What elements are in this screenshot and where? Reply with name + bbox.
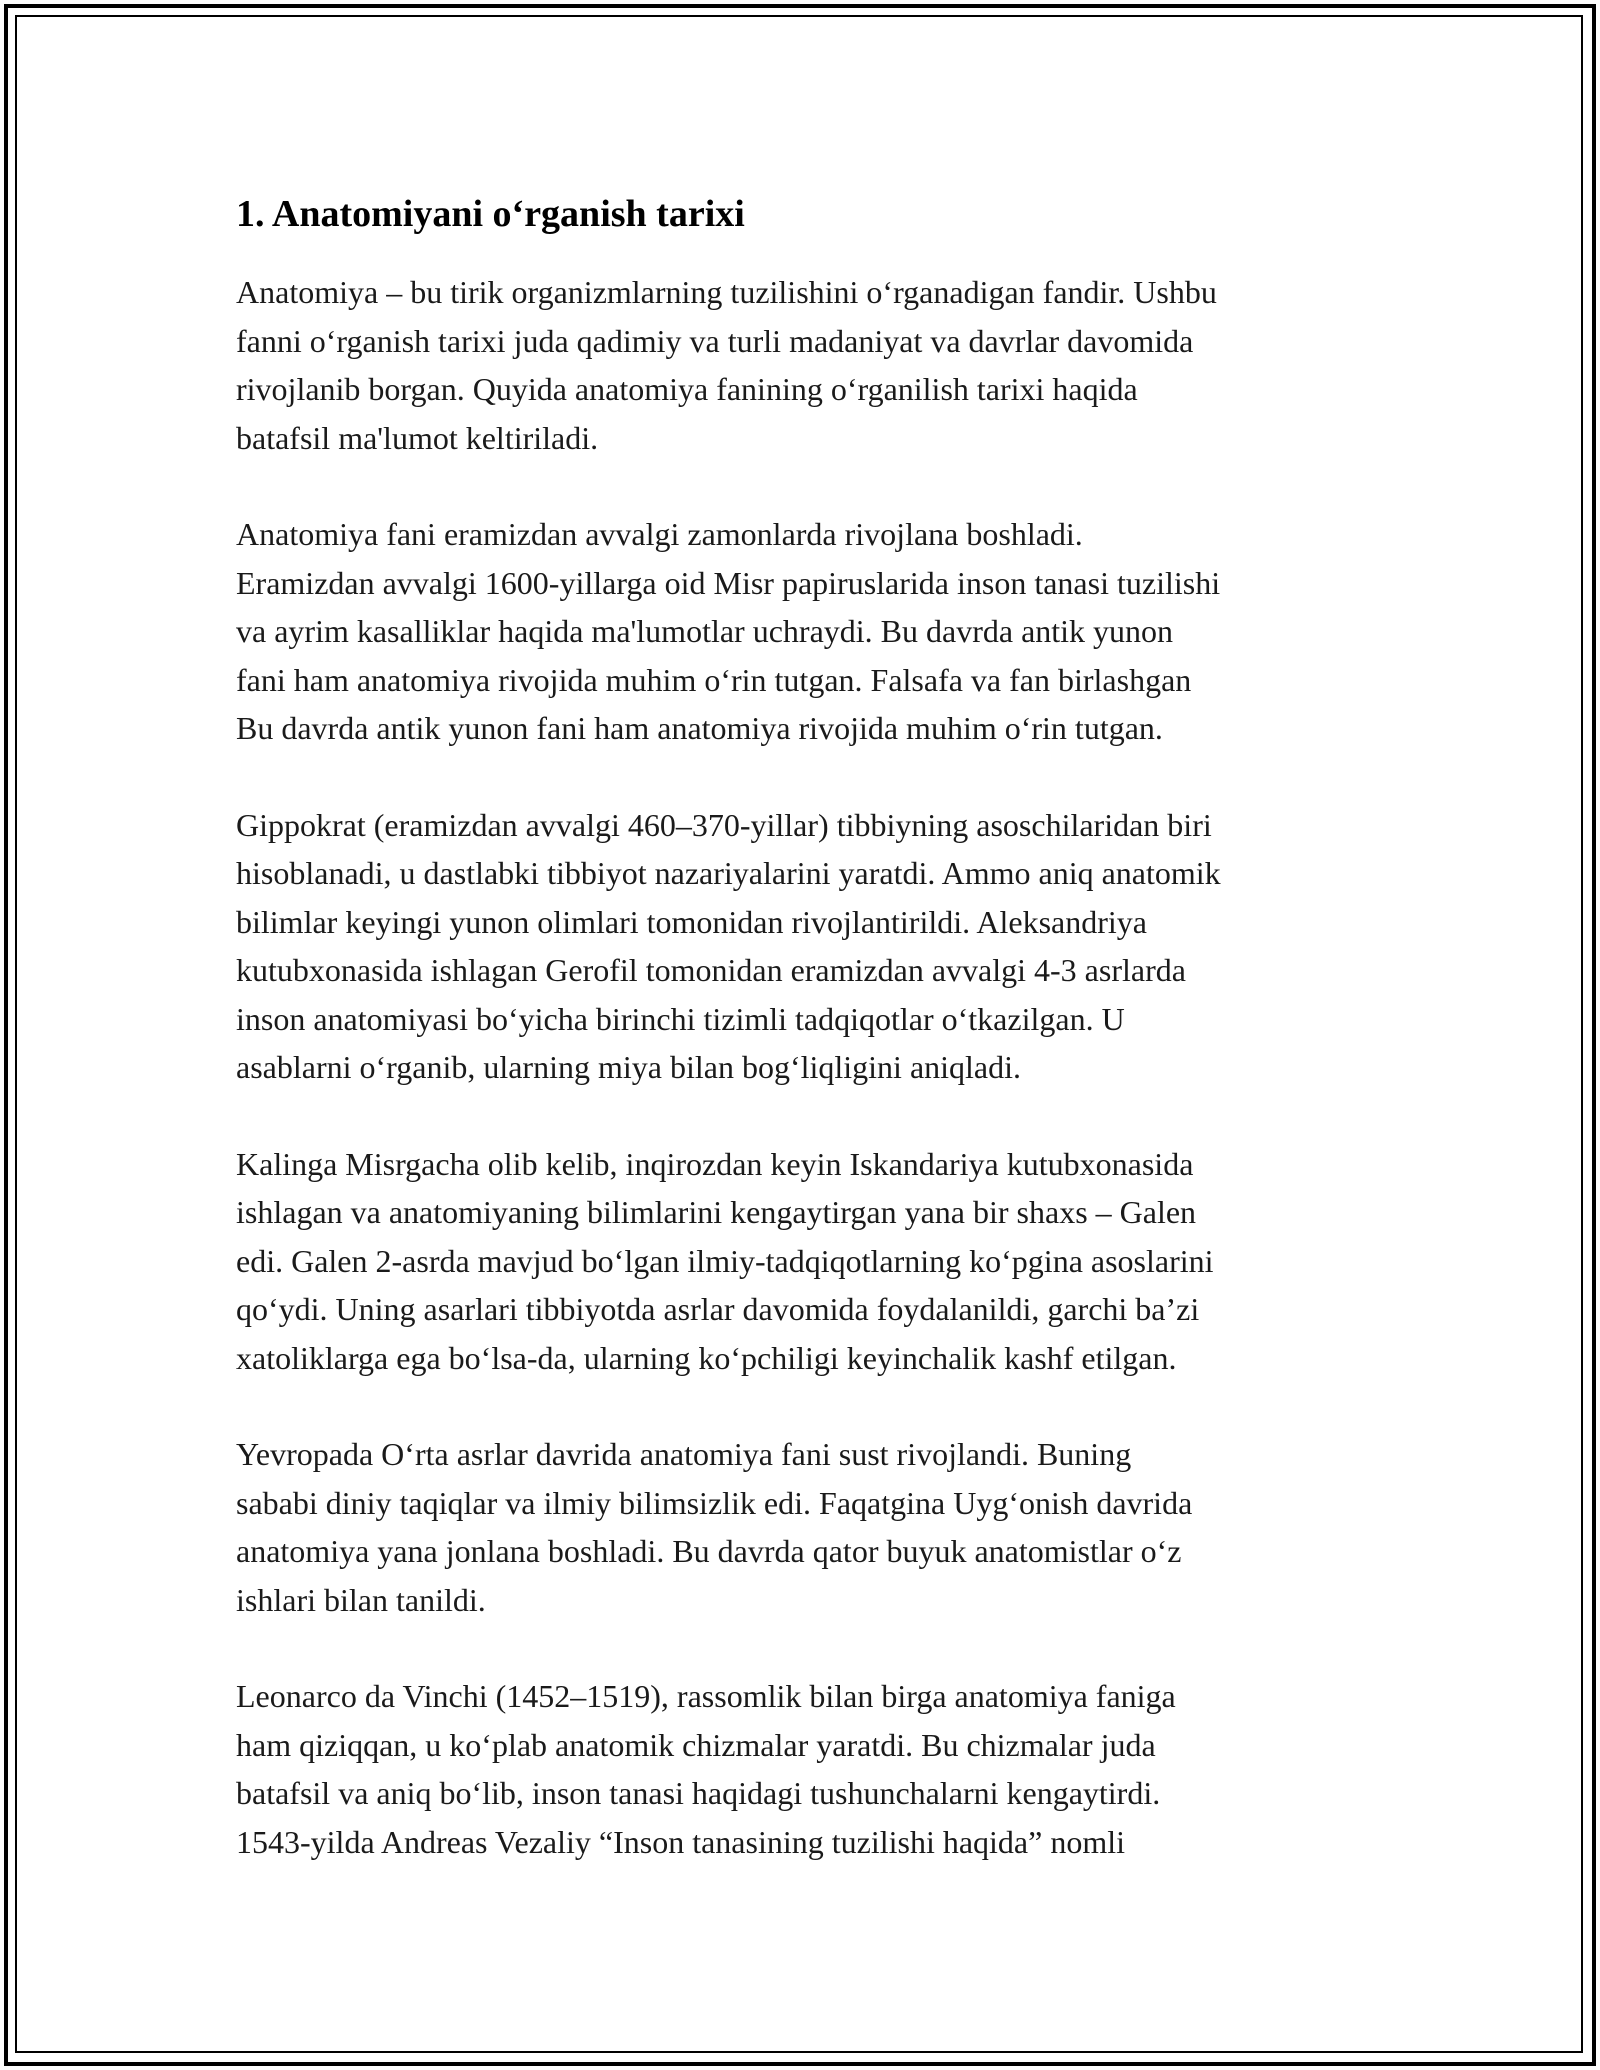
text-line: fanni o‘rganish tarixi juda qadimiy va turli madaniyat va davrlar davomida (236, 322, 1194, 359)
text-line: bilimlar keyingi yunon olimlari tomonidan rivojlantirildi. Aleksandriya (236, 903, 1147, 940)
paragraph-renaissance (236, 1672, 1386, 1866)
text-line: Kalinga Misrgacha olib kelib, inqirozdan keyin Iskandariya kutubxonasida (236, 1145, 1194, 1182)
paragraph-ancient-egypt (236, 510, 1386, 753)
text-line: Leonarco da Vinchi (1452–1519), rassomlik bilan birga anatomiya faniga (236, 1678, 1176, 1714)
text-line: fani ham anatomiya rivojida muhim o‘rin tutgan. Falsafa va fan birlashgan (236, 661, 1192, 698)
text-line: inson anatomiyasi bo‘yicha birinchi tizimli tadqiqotlar o‘tkazilgan. U (236, 1000, 1125, 1037)
text-line: kutubxonasida ishlagan Gerofil tomonidan eramizdan avvalgi 4-3 asrlarda (236, 952, 1186, 988)
text-line: qo‘ydi. Uning asarlari tibbiyotda asrlar davomida foydalanildi, garchi ba’zi (236, 1291, 1200, 1327)
paragraph-hippocrates (236, 801, 1386, 1092)
text-line: batafsil ma'lumot keltiriladi. (236, 419, 599, 456)
text-line: ham qiziqqan, u ko‘plab anatomik chizmalar yaratdi. Bu chizmalar juda (236, 1726, 1156, 1763)
text-line: Yevropada O‘rta asrlar davrida anatomiya fani sust rivojlandi. Buning (236, 1436, 1132, 1472)
text-line: Bu davrda antik yunon fani ham anatomiya rivojida muhim o‘rin tutgan. (236, 710, 1163, 746)
text-line: ishlari bilan tanildi. (236, 1581, 486, 1618)
paragraph-middle-ages (236, 1430, 1386, 1624)
text-line: va ayrim kasalliklar haqida ma'lumotlar uchraydi. Bu davrda antik yunon (236, 613, 1174, 649)
text-line: rivojlanib borgan. Quyida anatomiya fanining o‘rganilish tarixi haqida (236, 371, 1138, 407)
text-line: hisoblanadi, u dastlabki tibbiyot nazariyalarini yaratdi. Ammo aniq anatomik (236, 855, 1221, 891)
text-line: sababi diniy taqiqlar va ilmiy bilimsizlik edi. Faqatgina Uyg‘onish davrida (236, 1484, 1193, 1521)
text-line: 1543-yilda Andreas Vezaliy “Inson tanasining tuzilishi haqida” nomli (236, 1823, 1125, 1860)
text-line: edi. Galen 2-asrda mavjud bo‘lgan ilmiy-tadqiqotlarning ko‘pgina asoslarini (236, 1242, 1214, 1279)
text-line: anatomiya yana jonlana boshladi. Bu davrda qator buyuk anatomistlar o‘z (236, 1533, 1182, 1569)
paragraph-intro (236, 268, 1386, 462)
text-line: asablarni o‘rganib, ularning miya bilan bog‘liqligini aniqladi. (236, 1049, 1022, 1085)
text-line: batafsil va aniq bo‘lib, inson tanasi haqidagi tushunchalarni kengaytirdi. (236, 1775, 1161, 1811)
text-line: ishlagan va anatomiyaning bilimlarini kengaytirgan yana bir shaxs – Galen (236, 1194, 1197, 1230)
text-line: Anatomiya fani eramizdan avvalgi zamonlarda rivojlana boshladi. (236, 516, 1083, 552)
text-line: Eramizdan avvalgi 1600-yillarga oid Misr papiruslarida inson tanasi tuzilishi (236, 564, 1221, 601)
text-line: Anatomiya – bu tirik organizmlarning tuzilishini o‘rganadigan fandir. Ushbu (236, 274, 1217, 310)
paragraph-galen (236, 1140, 1386, 1383)
section-heading: 1. Anatomiyani o‘rganish tarixi (236, 193, 745, 235)
text-line: xatoliklarga ega bo‘lsa-da, ularning ko‘pchiligi keyinchalik kashf etilgan. (236, 1339, 1177, 1376)
document-body (236, 186, 1386, 1914)
text-line: Gippokrat (eramizdan avvalgi 460–370-yillar) tibbiyning asoschilaridan biri (236, 806, 1212, 843)
